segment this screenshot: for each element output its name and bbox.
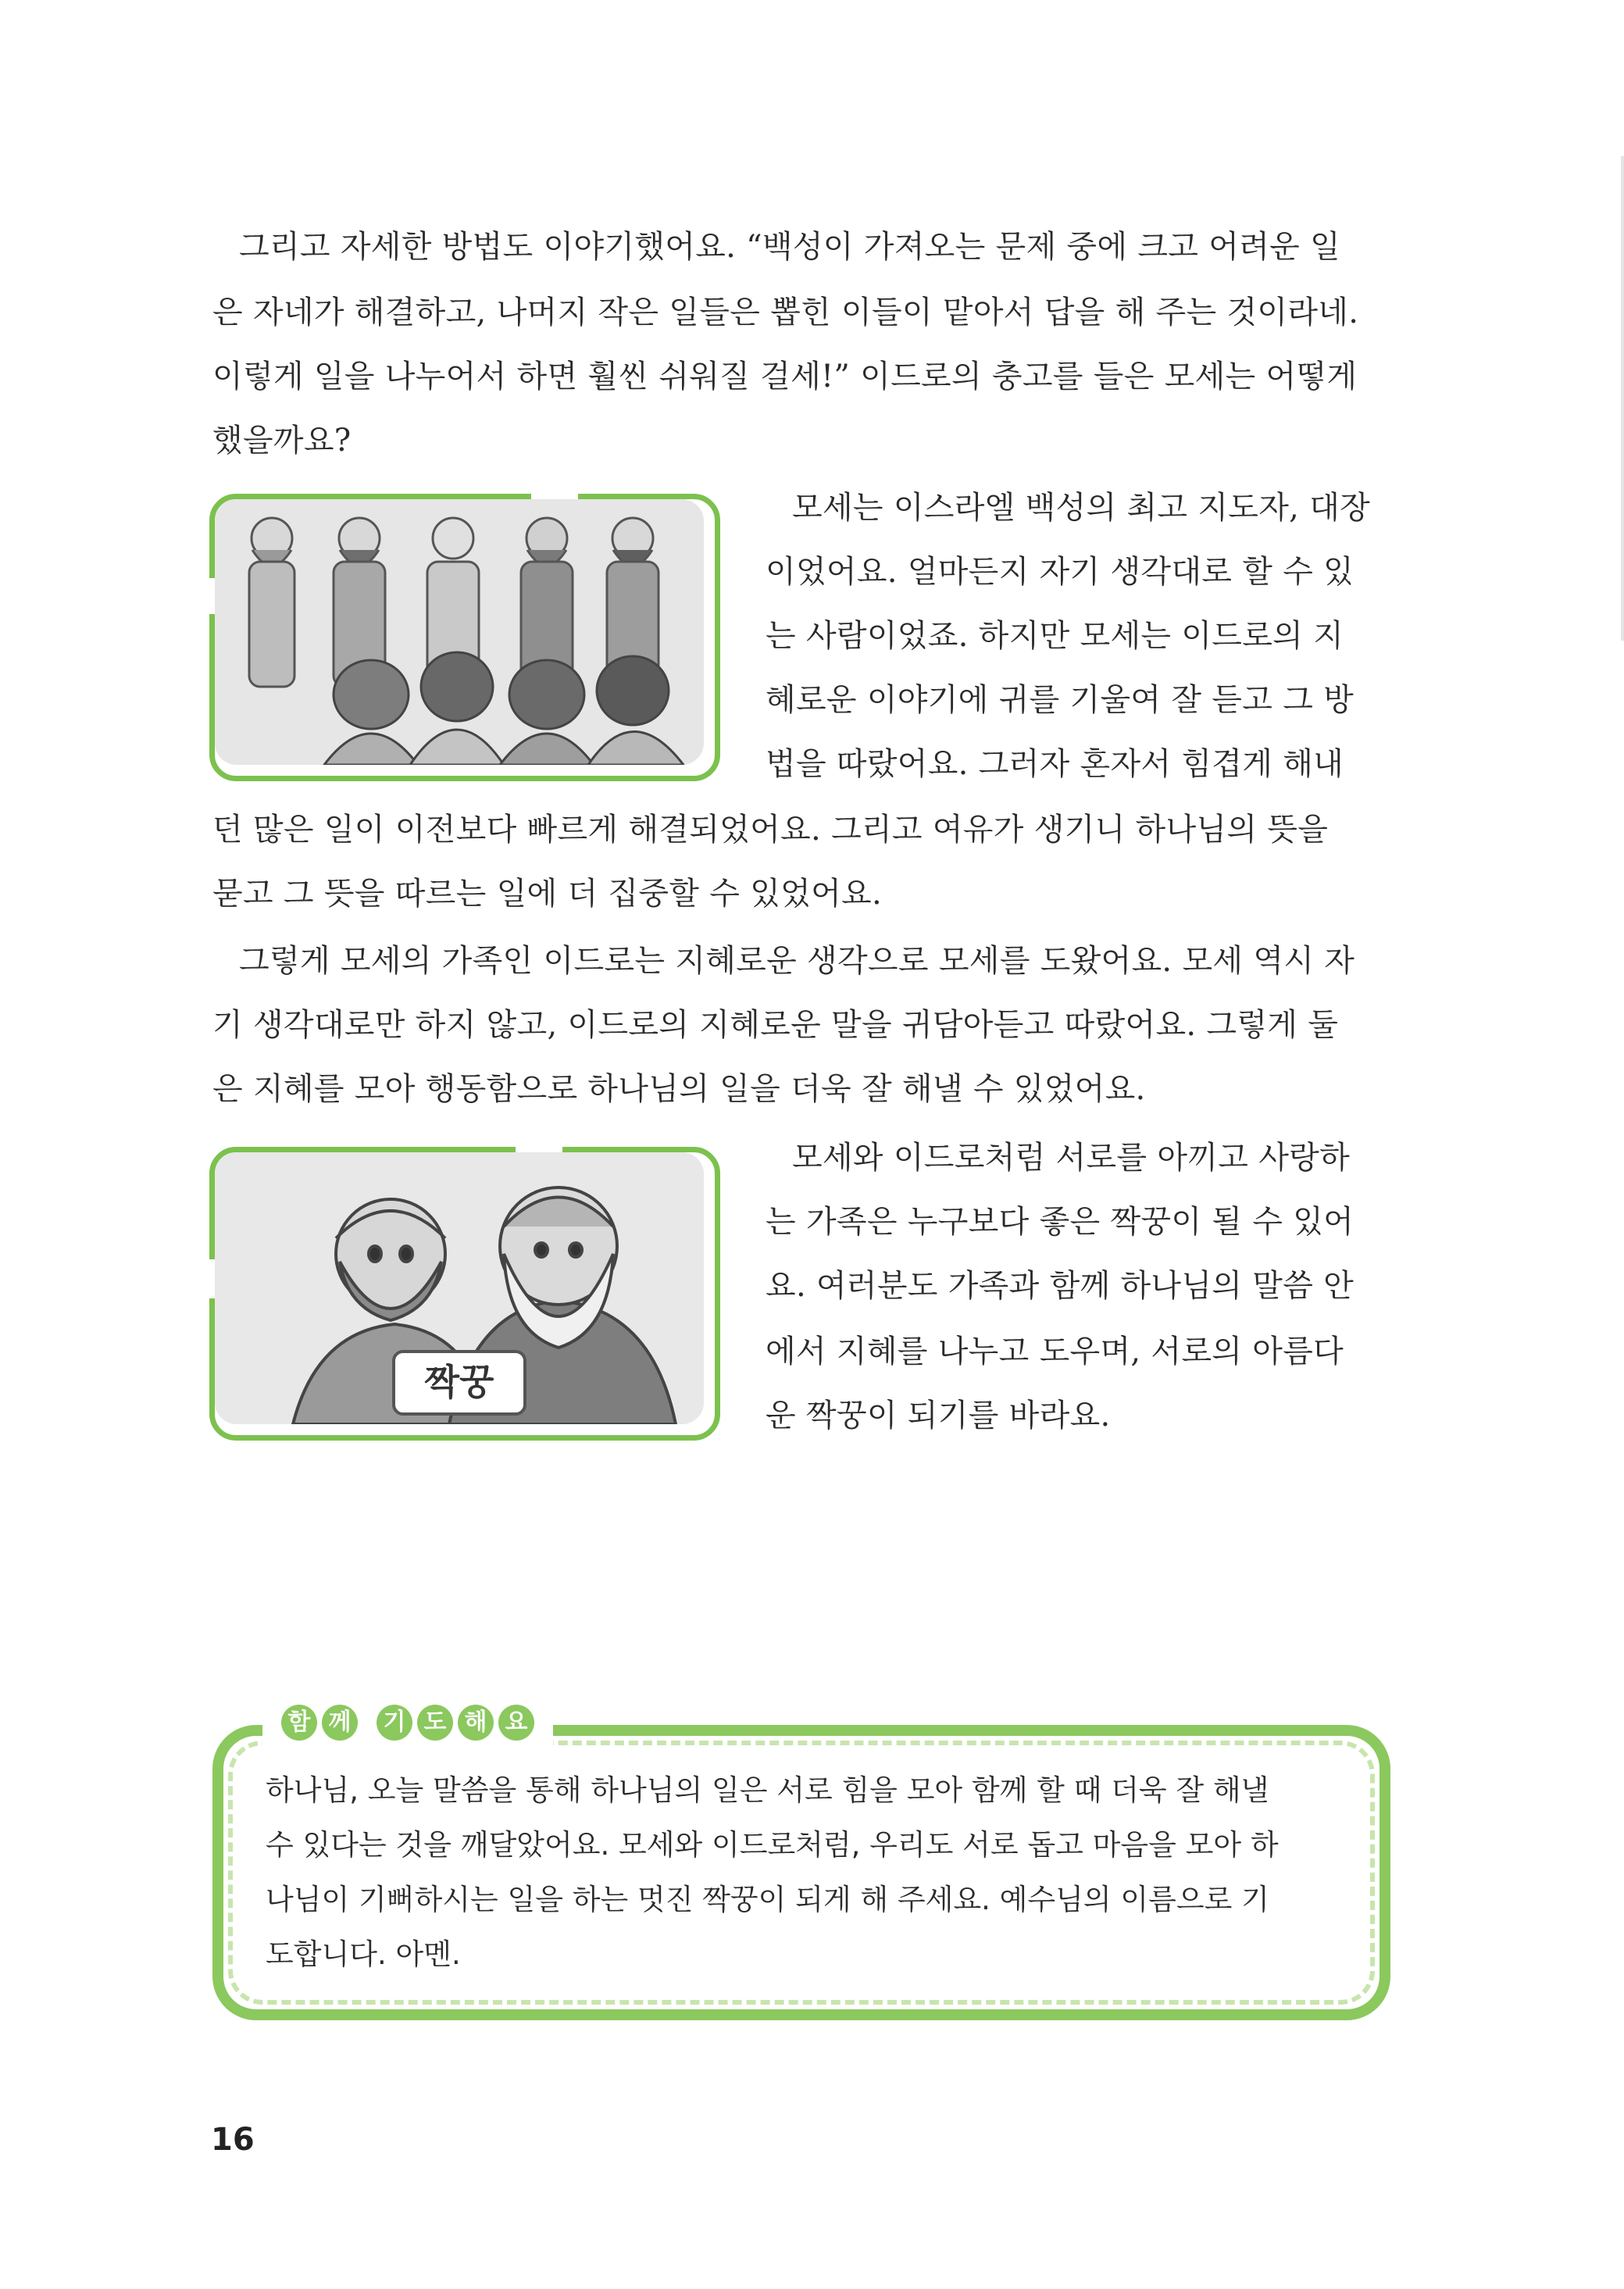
prayer-line: 하나님, 오늘 말씀을 통해 하나님의 일은 서로 힘을 모아 함께 할 때 더욱 잘 해낼 bbox=[266, 1773, 1269, 1807]
leaders-drawing bbox=[215, 499, 704, 765]
leaders-illustration bbox=[215, 499, 704, 765]
page-number: 16 bbox=[211, 2122, 255, 2158]
prayer-title bbox=[262, 1700, 553, 1745]
story-line: 법을 따랐어요. 그러자 혼자서 힘겹게 해내 bbox=[766, 746, 1344, 782]
story-line: 그렇게 모세의 가족인 이드로는 지혜로운 생각으로 모세를 도왔어요. 모세 역시 자 bbox=[239, 943, 1355, 979]
story-line: 는 사람이었죠. 하지만 모세는 이드로의 지 bbox=[766, 618, 1344, 654]
story-line: 모세는 이스라엘 백성의 최고 지도자, 대장 bbox=[792, 490, 1371, 526]
prayer-title-char: 요 bbox=[498, 1705, 534, 1741]
prayer-title-char: 해 bbox=[458, 1705, 494, 1741]
story-line: 했을까요? bbox=[212, 423, 352, 459]
story-line: 모세와 이드로처럼 서로를 아끼고 사랑하 bbox=[792, 1140, 1351, 1176]
partner-label: 짝꿍 bbox=[392, 1350, 526, 1416]
story-line: 던 많은 일이 이전보다 빠르게 해결되었어요. 그리고 여유가 생기니 하나님의 뜻을 bbox=[212, 812, 1329, 848]
prayer-title-char: 함 bbox=[281, 1705, 317, 1741]
story-line: 는 가족은 누구보다 좋은 짝꿍이 될 수 있어 bbox=[766, 1204, 1355, 1240]
prayer-title-char: 도 bbox=[417, 1705, 453, 1741]
story-line: 묻고 그 뜻을 따르는 일에 더 집중할 수 있었어요. bbox=[212, 876, 882, 912]
story-line: 은 자네가 해결하고, 나머지 작은 일들은 뽑힌 이들이 맡아서 답을 해 주는 것이라네. bbox=[212, 295, 1359, 330]
prayer-line: 나님이 기뻐하시는 일을 하는 멋진 짝꿍이 되게 해 주세요. 예수님의 이름으로 기 bbox=[266, 1883, 1269, 1916]
story-line: 은 지혜를 모아 행동함으로 하나님의 일을 더욱 잘 해낼 수 있었어요. bbox=[212, 1071, 1146, 1107]
story-line: 이었어요. 얼마든지 자기 생각대로 할 수 있 bbox=[766, 554, 1355, 590]
prayer-box bbox=[212, 1725, 1390, 2020]
prayer-line: 수 있다는 것을 깨달았어요. 모세와 이드로처럼, 우리도 서로 돕고 마음을 모아 하 bbox=[266, 1828, 1279, 1862]
prayer-title-char: 기 bbox=[377, 1705, 412, 1741]
story-line: 혜로운 이야기에 귀를 기울여 잘 듣고 그 방 bbox=[766, 682, 1355, 718]
story-line: 요. 여러분도 가족과 함께 하나님의 말씀 안 bbox=[766, 1268, 1355, 1304]
prayer-title-char: 께 bbox=[322, 1705, 358, 1741]
story-line: 이렇게 일을 나누어서 하면 훨씬 쉬워질 걸세!” 이드로의 충고를 들은 모세는 어떻게 bbox=[212, 359, 1358, 395]
story-line: 운 짝꿍이 되기를 바라요. bbox=[766, 1398, 1111, 1434]
page-edge-tab bbox=[1621, 156, 1624, 641]
story-line: 에서 지혜를 나누고 도우며, 서로의 아름다 bbox=[766, 1334, 1344, 1369]
prayer-line: 도합니다. 아멘. bbox=[266, 1937, 461, 1971]
story-line: 그리고 자세한 방법도 이야기했어요. “백성이 가져오는 문제 중에 크고 어려운 일 bbox=[239, 229, 1340, 265]
story-line: 기 생각대로만 하지 않고, 이드로의 지혜로운 말을 귀담아듣고 따랐어요. 그렇게 둘 bbox=[212, 1007, 1339, 1043]
